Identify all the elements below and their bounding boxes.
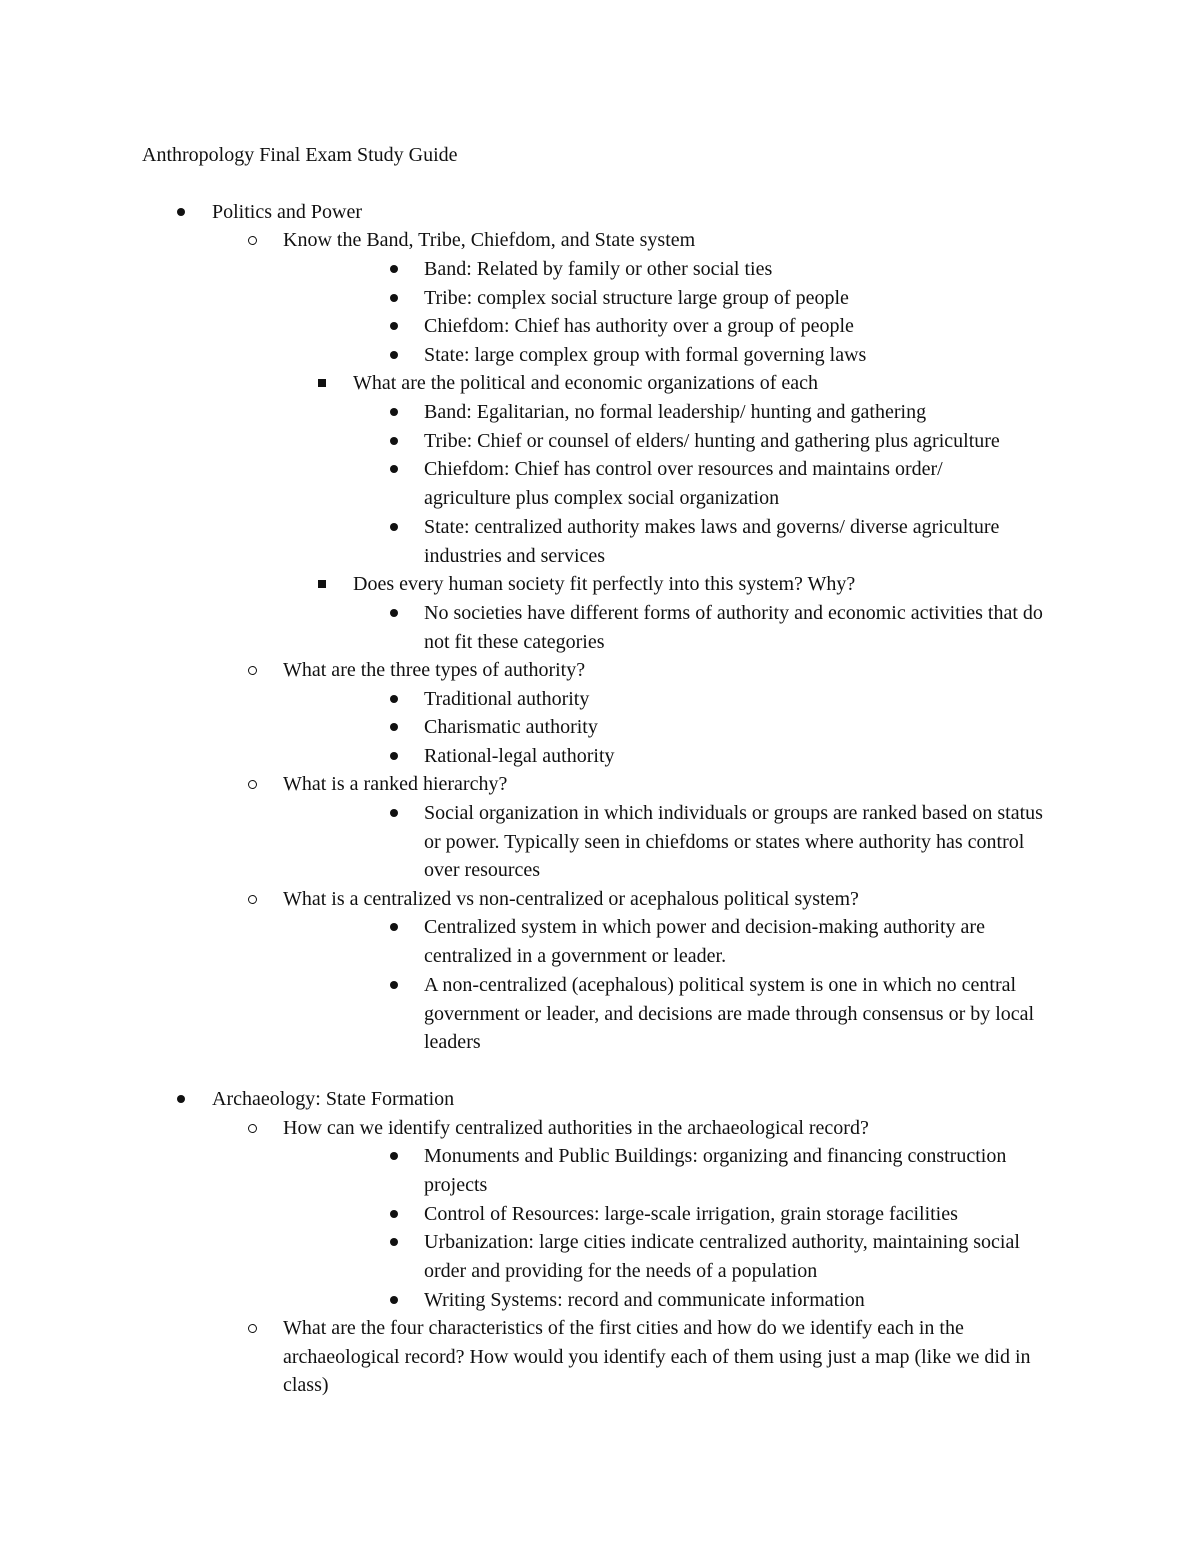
list-item bbox=[424, 971, 1054, 1057]
disc-bullet-icon bbox=[390, 1238, 398, 1246]
list-item-text: Social organization in which individuals or groups are ranked based on status or power. Typically seen in chiefdoms or states where authority has control over resources bbox=[424, 802, 1043, 882]
list-item bbox=[424, 513, 1054, 570]
document-title: Anthropology Final Exam Study Guide bbox=[142, 144, 458, 166]
list-item bbox=[424, 427, 1064, 456]
list-item-text: State: centralized authority makes laws and governs/ diverse agriculture industries and services bbox=[424, 516, 1000, 567]
list-item bbox=[424, 284, 1064, 313]
list-item bbox=[353, 570, 1063, 599]
disc-bullet-icon bbox=[390, 1210, 398, 1218]
disc-bullet-icon bbox=[390, 923, 398, 931]
square-bullet-icon bbox=[318, 580, 326, 588]
list-item-text: Control of Resources: large-scale irrigation, grain storage facilities bbox=[424, 1203, 958, 1225]
list-item bbox=[424, 1286, 1064, 1315]
list-item-text: No societies have different forms of authority and economic activities that do not fit these categories bbox=[424, 602, 1043, 653]
disc-bullet-icon bbox=[390, 465, 398, 473]
disc-bullet-icon bbox=[390, 322, 398, 330]
list-item bbox=[424, 455, 1024, 512]
list-item bbox=[424, 799, 1049, 885]
list-item bbox=[283, 1314, 1053, 1400]
list-item-text: Tribe: Chief or counsel of elders/ hunting and gathering plus agriculture bbox=[424, 430, 1000, 452]
disc-bullet-icon bbox=[390, 609, 398, 617]
disc-bullet-icon bbox=[390, 723, 398, 731]
list-item bbox=[424, 255, 1064, 284]
list-item-text: Tribe: complex social structure large group of people bbox=[424, 287, 849, 309]
list-item bbox=[283, 656, 1063, 685]
disc-bullet-icon bbox=[390, 981, 398, 989]
list-item bbox=[212, 198, 1032, 227]
list-item-text: Traditional authority bbox=[424, 688, 590, 710]
disc-bullet-icon bbox=[390, 752, 398, 760]
list-item-text: What are the three types of authority? bbox=[283, 659, 586, 681]
list-item-text: Writing Systems: record and communicate information bbox=[424, 1289, 865, 1311]
circle-bullet-icon bbox=[248, 780, 257, 789]
circle-bullet-icon bbox=[248, 895, 257, 904]
list-item bbox=[424, 742, 1064, 771]
list-item bbox=[424, 913, 1039, 970]
circle-bullet-icon bbox=[248, 1324, 257, 1333]
list-item-text: Band: Related by family or other social ties bbox=[424, 258, 773, 280]
list-item bbox=[424, 341, 1064, 370]
list-item-text: State: large complex group with formal governing laws bbox=[424, 344, 867, 366]
disc-bullet-icon bbox=[390, 265, 398, 273]
disc-bullet-icon bbox=[390, 695, 398, 703]
square-bullet-icon bbox=[318, 379, 326, 387]
list-item bbox=[283, 226, 1063, 255]
disc-bullet-icon bbox=[390, 809, 398, 817]
disc-bullet-icon bbox=[177, 1095, 185, 1103]
circle-bullet-icon bbox=[248, 666, 257, 675]
disc-bullet-icon bbox=[390, 1296, 398, 1304]
list-item-text: Centralized system in which power and decision-making authority are centralized in a government or leader. bbox=[424, 916, 985, 967]
list-item bbox=[212, 1085, 1032, 1114]
list-item bbox=[424, 1228, 1034, 1285]
list-item-text: Urbanization: large cities indicate centralized authority, maintaining social order and providing for the needs of a population bbox=[424, 1231, 1020, 1282]
list-item bbox=[283, 1114, 1063, 1143]
list-item bbox=[424, 713, 1064, 742]
list-item-text: Archaeology: State Formation bbox=[212, 1088, 455, 1110]
list-item-text: Chiefdom: Chief has authority over a group of people bbox=[424, 315, 854, 337]
list-item-text: Does every human society fit perfectly into this system? Why? bbox=[353, 573, 856, 595]
list-item-text: What are the four characteristics of the first cities and how do we identify each in the archaeological record? How would you identify each of them using just a map (like we did in class) bbox=[283, 1317, 1031, 1397]
disc-bullet-icon bbox=[390, 294, 398, 302]
list-item bbox=[424, 312, 1064, 341]
list-item-text: Monuments and Public Buildings: organizing and financing construction projects bbox=[424, 1145, 1007, 1196]
list-item-text: What is a centralized vs non-centralized or acephalous political system? bbox=[283, 888, 859, 910]
list-item-text: What is a ranked hierarchy? bbox=[283, 773, 508, 795]
list-item bbox=[424, 1142, 1064, 1199]
list-item bbox=[424, 1200, 1064, 1229]
list-item bbox=[424, 599, 1044, 656]
list-item-text: Chiefdom: Chief has control over resources and maintains order/ agriculture plus complex social organization bbox=[424, 458, 943, 509]
list-item bbox=[283, 885, 1063, 914]
list-item-text: What are the political and economic organizations of each bbox=[353, 372, 818, 394]
circle-bullet-icon bbox=[248, 1124, 257, 1133]
list-item bbox=[353, 369, 1063, 398]
disc-bullet-icon bbox=[390, 1152, 398, 1160]
list-item-text: Rational-legal authority bbox=[424, 745, 615, 767]
disc-bullet-icon bbox=[390, 351, 398, 359]
list-item-text: Band: Egalitarian, no formal leadership/ hunting and gathering bbox=[424, 401, 927, 423]
list-item-text: Charismatic authority bbox=[424, 716, 598, 738]
list-item bbox=[283, 770, 1063, 799]
disc-bullet-icon bbox=[390, 437, 398, 445]
circle-bullet-icon bbox=[248, 236, 257, 245]
list-item bbox=[424, 685, 1064, 714]
list-item-text: Know the Band, Tribe, Chiefdom, and State system bbox=[283, 229, 696, 251]
disc-bullet-icon bbox=[177, 208, 185, 216]
disc-bullet-icon bbox=[390, 408, 398, 416]
list-item-text: Politics and Power bbox=[212, 201, 362, 223]
list-item-text: A non-centralized (acephalous) political system is one in which no central government or leader, and decisions are made through consensus or by local leaders bbox=[424, 974, 1035, 1054]
disc-bullet-icon bbox=[390, 523, 398, 531]
list-item bbox=[424, 398, 1064, 427]
list-item-text: How can we identify centralized authorities in the archaeological record? bbox=[283, 1117, 869, 1139]
